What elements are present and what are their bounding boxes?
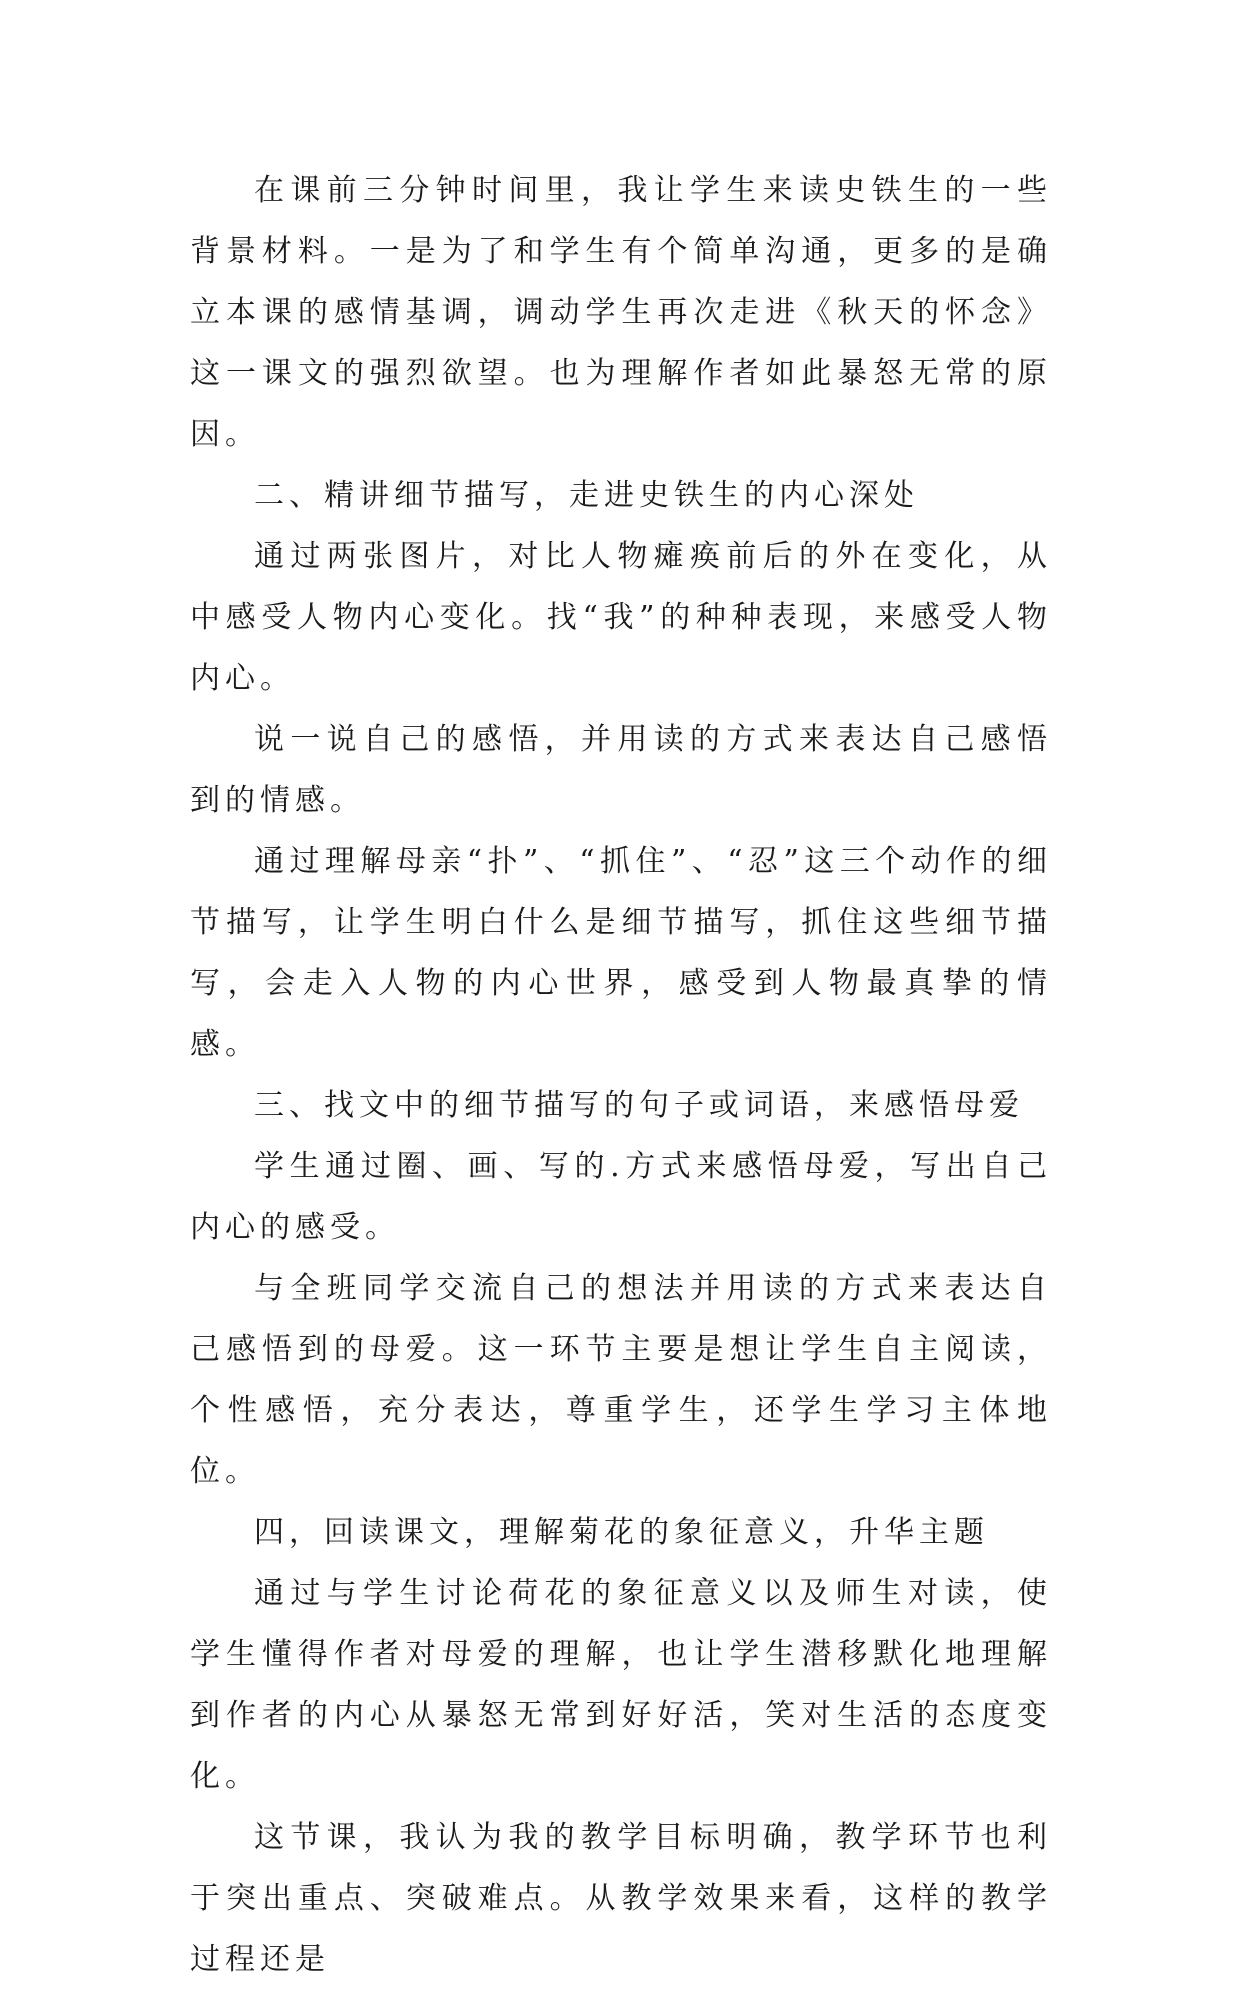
paragraph-1: 在课前三分钟时间里，我让学生来读史铁生的一些背景材料。一是为了和学生有个简单沟通，更多的是确立本课的感情基调，调动学生再次走进《秋天的怀念》这一课文的强烈欲望。也为理解作者如此暴怒无常的原因。	[190, 173, 1052, 452]
section-heading-4: 四，回读课文，理解菊花的象征意义，升华主题	[254, 1515, 989, 1550]
section-heading-2: 二、精讲细节描写，走进史铁生的内心深处	[254, 478, 919, 513]
paragraph-3: 通过两张图片，对比人物瘫痪前后的外在变化，从中感受人物内心变化。找“我”的种种表现，来感受人物内心。	[190, 539, 1052, 696]
section-heading-3: 三、找文中的细节描写的句子或词语，来感悟母爱	[254, 1088, 1024, 1123]
paragraph-4: 说一说自己的感悟，并用读的方式来表达自己感悟到的情感。	[190, 722, 1052, 818]
paragraph-5: 通过理解母亲“扑”、“抓住”、“忍”这三个动作的细节描写，让学生明白什么是细节描写，抓住这些细节描写，会走入人物的内心世界，感受到人物最真挚的情感。	[190, 844, 1052, 1062]
paragraph-7: 学生通过圈、画、写的.方式来感悟母爱，写出自己内心的感受。	[190, 1149, 1052, 1245]
paragraph-11: 这节课，我认为我的教学目标明确，教学环节也利于突出重点、突破难点。从教学效果来看，这样的教学过程还是	[190, 1820, 1052, 1977]
document-body	[190, 160, 1052, 1990]
paragraph-8: 与全班同学交流自己的想法并用读的方式来表达自己感悟到的母爱。这一环节主要是想让学生自主阅读，个性感悟，充分表达，尊重学生，还学生学习主体地位。	[190, 1271, 1052, 1489]
paragraph-10: 通过与学生讨论荷花的象征意义以及师生对读，使学生懂得作者对母爱的理解，也让学生潜移默化地理解到作者的内心从暴怒无常到好好活，笑对生活的态度变化。	[190, 1576, 1052, 1794]
